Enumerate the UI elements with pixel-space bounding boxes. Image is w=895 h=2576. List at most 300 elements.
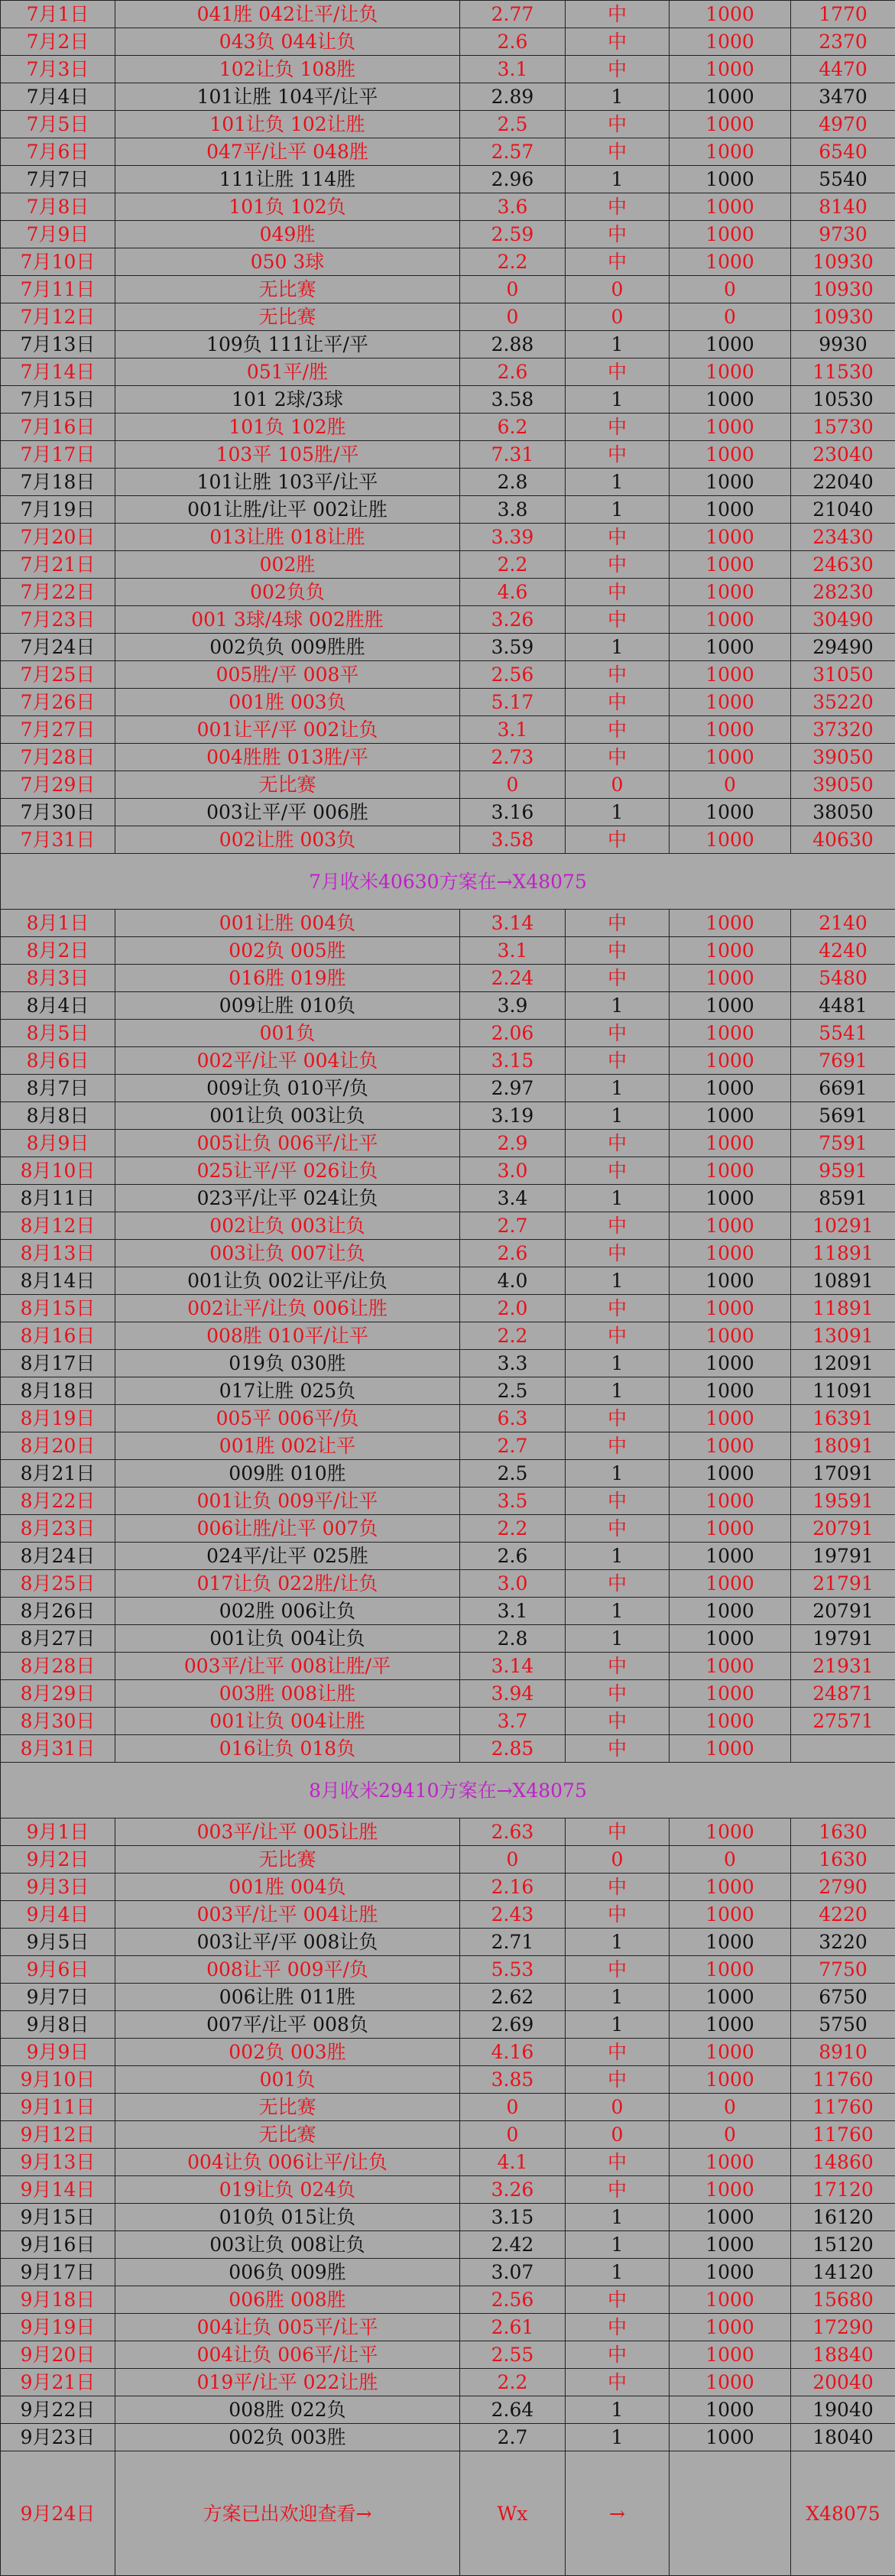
result-cell: 中 [566,441,670,469]
match-cell: 001胜 004负 [115,1874,460,1901]
balance-cell: 39050 [791,744,895,771]
table-row [1,2341,895,2369]
match-cell: 016胜 019胜 [115,965,460,992]
odds-cell: 3.3 [460,1350,566,1377]
balance-cell: 20040 [791,2369,895,2396]
result-cell: 1 [566,2204,670,2231]
odds-cell: 2.85 [460,1735,566,1763]
match-cell: 001负 [115,2066,460,2094]
date-cell: 7月9日 [1,221,115,248]
stake-cell: 1000 [670,1185,791,1212]
date-cell: 8月23日 [1,1515,115,1543]
match-cell: 017让胜 025负 [115,1377,460,1405]
balance-cell: 8910 [791,2039,895,2066]
date-cell: 8月30日 [1,1708,115,1735]
table-row [1,2039,895,2066]
date-cell: 8月26日 [1,1598,115,1625]
result-cell: 1 [566,331,670,358]
result-cell: 中 [566,1708,670,1735]
stake-cell: 1000 [670,1708,791,1735]
date-cell: 8月3日 [1,965,115,992]
match-cell: 001让胜/让平 002让胜 [115,496,460,524]
result-cell: 1 [566,2424,670,2451]
stake-cell: 1000 [670,1515,791,1543]
stake-cell: 1000 [670,1212,791,1240]
stake-cell: 1000 [670,2066,791,2094]
balance-cell: 24871 [791,1680,895,1708]
odds-cell: 0 [460,303,566,331]
match-cell: 008胜 010平/让平 [115,1322,460,1350]
stake-cell: 1000 [670,469,791,496]
date-cell: 8月7日 [1,1075,115,1102]
balance-cell: 18840 [791,2341,895,2369]
odds-cell: 2.55 [460,2341,566,2369]
match-cell: 004胜胜 013胜/平 [115,744,460,771]
stake-cell: 1000 [670,1020,791,1047]
result-cell: 1 [566,1929,670,1956]
date-cell: 7月27日 [1,716,115,744]
odds-cell: 2.59 [460,221,566,248]
balance-cell: 11760 [791,2121,895,2149]
stake-cell: 1000 [670,221,791,248]
balance-cell: 7591 [791,1130,895,1157]
stake-cell: 1000 [670,331,791,358]
odds-cell: 3.19 [460,1102,566,1130]
match-cell: 无比赛 [115,2094,460,2121]
date-cell: 7月3日 [1,56,115,83]
odds-cell: 2.5 [460,1377,566,1405]
match-cell: 043负 044让负 [115,28,460,56]
stake-cell: 1000 [670,1735,791,1763]
month-summary-text: 8月收米29410方案在→X48075 [1,1763,895,1818]
date-cell: 9月4日 [1,1901,115,1929]
table-row [1,992,895,1020]
table-row [1,1322,895,1350]
date-cell: 7月29日 [1,771,115,799]
odds-cell: 2.88 [460,331,566,358]
balance-cell: 9930 [791,331,895,358]
stake-cell: 1000 [670,2396,791,2424]
stake-cell: 1000 [670,1047,791,1075]
match-cell: 041胜 042让平/让负 [115,1,460,28]
table-row [1,579,895,606]
odds-cell: 3.15 [460,2204,566,2231]
match-cell: 006让胜/让平 007负 [115,1515,460,1543]
balance-cell: 12091 [791,1350,895,1377]
table-row [1,2369,895,2396]
balance-cell: 11891 [791,1295,895,1322]
stake-cell: 1000 [670,1929,791,1956]
table-row [1,1020,895,1047]
balance-cell: 10291 [791,1212,895,1240]
date-cell: 8月31日 [1,1735,115,1763]
balance-cell: 23430 [791,524,895,551]
odds-cell: 2.6 [460,358,566,386]
date-cell: 7月20日 [1,524,115,551]
odds-cell: 2.89 [460,83,566,111]
result-cell: 中 [566,606,670,634]
table-row [1,1240,895,1267]
match-cell: 001胜 002让平 [115,1432,460,1460]
stake-cell: 1000 [670,1543,791,1570]
result-cell: 中 [566,1818,670,1846]
odds-cell: 3.14 [460,910,566,937]
stake-cell: 1000 [670,716,791,744]
odds-cell: 3.16 [460,799,566,826]
odds-cell: 2.8 [460,1625,566,1653]
table-row [1,634,895,661]
date-cell: 9月21日 [1,2369,115,2396]
result-cell: 0 [566,276,670,303]
table-row [1,1432,895,1460]
balance-cell: 7750 [791,1956,895,1984]
date-cell: 9月12日 [1,2121,115,2149]
table-row [1,1956,895,1984]
stake-cell: 1000 [670,661,791,689]
result-cell: 中 [566,1570,670,1598]
balance-cell: 13091 [791,1322,895,1350]
match-cell: 无比赛 [115,771,460,799]
result-cell: 中 [566,1047,670,1075]
balance-cell: 2790 [791,1874,895,1901]
match-cell: 002胜 006让负 [115,1598,460,1625]
result-cell: 中 [566,2149,670,2176]
balance-cell: 21040 [791,496,895,524]
odds-cell: 2.06 [460,1020,566,1047]
table-row [1,83,895,111]
result-cell: 中 [566,2176,670,2204]
result-cell: 1 [566,386,670,414]
balance-cell: 9730 [791,221,895,248]
balance-cell: 4470 [791,56,895,83]
match-cell: 016让负 018负 [115,1735,460,1763]
odds-cell: 5.53 [460,1956,566,1984]
table-row [1,221,895,248]
balance-cell: 14860 [791,2149,895,2176]
match-cell: 008让平 009平/负 [115,1956,460,1984]
match-cell: 002负 005胜 [115,937,460,965]
date-cell: 7月18日 [1,469,115,496]
balance-cell: 17290 [791,2314,895,2341]
balance-cell: 23040 [791,441,895,469]
odds-cell: 0 [460,2121,566,2149]
match-cell: 004让负 006平/让平 [115,2341,460,2369]
result-cell: 1 [566,799,670,826]
odds-cell: 3.0 [460,1570,566,1598]
match-cell: 003平/让平 008让胜/平 [115,1653,460,1680]
match-cell: 无比赛 [115,1846,460,1874]
stake-cell: 0 [670,2094,791,2121]
result-cell: 中 [566,965,670,992]
stake-cell: 1000 [670,2424,791,2451]
odds-cell: 3.5 [460,1488,566,1515]
match-cell: 006让胜 011胜 [115,1984,460,2011]
stake-cell: 0 [670,771,791,799]
match-cell: 019负 030胜 [115,1350,460,1377]
stake-cell: 1000 [670,386,791,414]
result-cell: 0 [566,1846,670,1874]
stake-cell: 1000 [670,2369,791,2396]
date-cell: 7月21日 [1,551,115,579]
result-cell: 1 [566,634,670,661]
table-row [1,248,895,276]
odds-cell: 2.63 [460,1818,566,1846]
balance-cell: 27571 [791,1708,895,1735]
odds-cell: 2.61 [460,2314,566,2341]
odds-cell: 0 [460,1846,566,1874]
result-cell: 中 [566,1295,670,1322]
table-row [1,193,895,221]
result-cell: 1 [566,1625,670,1653]
stake-cell: 1000 [670,414,791,441]
table-row [1,276,895,303]
table-row [1,1130,895,1157]
result-cell: 中 [566,1680,670,1708]
balance-cell: 19591 [791,1488,895,1515]
date-cell: 7月22日 [1,579,115,606]
stake-cell: 1000 [670,2149,791,2176]
date-cell: 7月17日 [1,441,115,469]
stake-cell: 0 [670,276,791,303]
odds-cell: 3.26 [460,606,566,634]
date-cell: 7月19日 [1,496,115,524]
balance-cell: 9591 [791,1157,895,1185]
table-row [1,2149,895,2176]
match-cell: 001负 [115,1020,460,1047]
balance-cell: 14120 [791,2259,895,2286]
date-cell: 8月2日 [1,937,115,965]
balance-cell: 6691 [791,1075,895,1102]
date-cell: 8月17日 [1,1350,115,1377]
odds-cell: 5.17 [460,689,566,716]
balance-cell: 5540 [791,166,895,193]
result-cell: 中 [566,1322,670,1350]
result-cell: 中 [566,1515,670,1543]
table-row [1,2314,895,2341]
odds-cell: 3.0 [460,1157,566,1185]
date-cell: 7月1日 [1,1,115,28]
balance-cell: 11760 [791,2094,895,2121]
match-cell: 009让负 010平/负 [115,1075,460,1102]
table-row [1,138,895,166]
date-cell: 9月10日 [1,2066,115,2094]
odds-cell: 2.97 [460,1075,566,1102]
result-cell: 中 [566,193,670,221]
stake-cell: 1000 [670,2204,791,2231]
date-cell: 8月21日 [1,1460,115,1488]
match-cell: 001胜 003负 [115,689,460,716]
balance-cell: 16120 [791,2204,895,2231]
match-cell: 023平/让平 024让负 [115,1185,460,1212]
odds-cell: 2.56 [460,661,566,689]
table-row [1,1515,895,1543]
stake-cell: 1000 [670,1350,791,1377]
odds-cell: 2.77 [460,1,566,28]
odds-cell: 3.1 [460,716,566,744]
match-cell: 001让负 003让负 [115,1102,460,1130]
final-row [1,2451,895,2576]
date-cell: 7月23日 [1,606,115,634]
result-cell: 中 [566,1488,670,1515]
result-cell: 1 [566,166,670,193]
balance-cell: 5691 [791,1102,895,1130]
date-cell: 9月23日 [1,2424,115,2451]
date-cell: 7月15日 [1,386,115,414]
result-cell: 1 [566,2259,670,2286]
result-cell: 中 [566,826,670,854]
stake-cell: 1000 [670,83,791,111]
balance-cell: 40630 [791,826,895,854]
result-cell: 中 [566,910,670,937]
match-cell: 001让负 002让平/让负 [115,1267,460,1295]
match-cell: 002负负 009胜胜 [115,634,460,661]
table-row [1,661,895,689]
date-cell: 7月26日 [1,689,115,716]
balance-cell: 2370 [791,28,895,56]
odds-cell: 3.1 [460,1598,566,1625]
balance-cell: 19791 [791,1543,895,1570]
odds-cell: 2.7 [460,2424,566,2451]
table-row [1,1901,895,1929]
date-cell: 8月6日 [1,1047,115,1075]
result-cell: 中 [566,1653,670,1680]
match-cell: 002负 003胜 [115,2424,460,2451]
balance-cell: 21931 [791,1653,895,1680]
table-row [1,414,895,441]
match-cell: 002平/让平 004让负 [115,1047,460,1075]
date-cell: 8月29日 [1,1680,115,1708]
match-cell: 101负 102负 [115,193,460,221]
stake-cell: 1000 [670,579,791,606]
balance-cell: 10930 [791,303,895,331]
result-cell: 中 [566,2039,670,2066]
match-cell: 019让负 024负 [115,2176,460,2204]
match-cell: 001让平/平 002让负 [115,716,460,744]
table-row [1,1157,895,1185]
table-row [1,1377,895,1405]
stake-cell: 1000 [670,2011,791,2039]
balance-cell: 11091 [791,1377,895,1405]
result-cell: 中 [566,1901,670,1929]
odds-cell: 2.6 [460,28,566,56]
odds-cell: 2.64 [460,2396,566,2424]
stake-cell: 1000 [670,799,791,826]
match-cell: 005让负 006平/让平 [115,1130,460,1157]
odds-cell: 0 [460,771,566,799]
odds-cell: 2.69 [460,2011,566,2039]
odds-cell: 2.73 [460,744,566,771]
stake-cell: 1000 [670,2341,791,2369]
odds-cell: 3.59 [460,634,566,661]
result-cell: 中 [566,744,670,771]
odds-cell: 2.43 [460,1901,566,1929]
balance-cell: 4220 [791,1901,895,1929]
match-cell: 024平/让平 025胜 [115,1543,460,1570]
result-cell: 1 [566,1075,670,1102]
result-cell: 中 [566,1212,670,1240]
final-balance-cell: X48075 [791,2451,895,2576]
final-date-cell: 9月24日 [1,2451,115,2576]
match-cell: 007平/让平 008负 [115,2011,460,2039]
date-cell: 7月28日 [1,744,115,771]
stake-cell: 1000 [670,2286,791,2314]
date-cell: 7月11日 [1,276,115,303]
result-cell: 0 [566,303,670,331]
date-cell: 9月18日 [1,2286,115,2314]
table-row [1,2121,895,2149]
balance-cell: 38050 [791,799,895,826]
balance-cell: 17091 [791,1460,895,1488]
table-row [1,937,895,965]
result-cell: 1 [566,469,670,496]
date-cell: 7月14日 [1,358,115,386]
date-cell: 9月13日 [1,2149,115,2176]
table-row [1,1543,895,1570]
odds-cell: 2.6 [460,1543,566,1570]
result-cell: 中 [566,1405,670,1432]
table-row [1,303,895,331]
balance-cell: 18040 [791,2424,895,2451]
match-cell: 025让平/平 026让负 [115,1157,460,1185]
match-cell: 001让负 004让负 [115,1625,460,1653]
odds-cell: 2.7 [460,1212,566,1240]
result-cell: 1 [566,1185,670,1212]
stake-cell: 1000 [670,744,791,771]
result-cell: 1 [566,496,670,524]
date-cell: 9月2日 [1,1846,115,1874]
date-cell: 8月5日 [1,1020,115,1047]
table-row [1,2231,895,2259]
result-cell: 中 [566,716,670,744]
date-cell: 7月4日 [1,83,115,111]
balance-cell: 31050 [791,661,895,689]
match-cell: 103平 105胜/平 [115,441,460,469]
match-cell: 010负 015让负 [115,2204,460,2231]
table-row [1,1047,895,1075]
stake-cell: 1000 [670,496,791,524]
result-cell: 中 [566,248,670,276]
stake-cell: 1000 [670,606,791,634]
stake-cell: 1000 [670,551,791,579]
final-stake-cell [670,2451,791,2576]
match-cell: 004让负 005平/让平 [115,2314,460,2341]
match-cell: 005胜/平 008平 [115,661,460,689]
date-cell: 8月15日 [1,1295,115,1322]
table-row [1,1488,895,1515]
balance-cell: 2140 [791,910,895,937]
odds-cell: 3.15 [460,1047,566,1075]
balance-cell: 20791 [791,1598,895,1625]
result-cell: 中 [566,2314,670,2341]
odds-cell: 4.1 [460,2149,566,2176]
stake-cell: 1000 [670,1956,791,1984]
match-cell: 001让负 009平/让平 [115,1488,460,1515]
table-row [1,1708,895,1735]
result-cell: 1 [566,1984,670,2011]
result-cell: 中 [566,1956,670,1984]
match-cell: 无比赛 [115,2121,460,2149]
balance-cell: 8140 [791,193,895,221]
table-row [1,1625,895,1653]
balance-cell: 15120 [791,2231,895,2259]
match-cell: 002负负 [115,579,460,606]
match-cell: 111让胜 114胜 [115,166,460,193]
date-cell: 9月20日 [1,2341,115,2369]
balance-cell: 3470 [791,83,895,111]
odds-cell: 2.42 [460,2231,566,2259]
table-row [1,2259,895,2286]
table-row [1,28,895,56]
